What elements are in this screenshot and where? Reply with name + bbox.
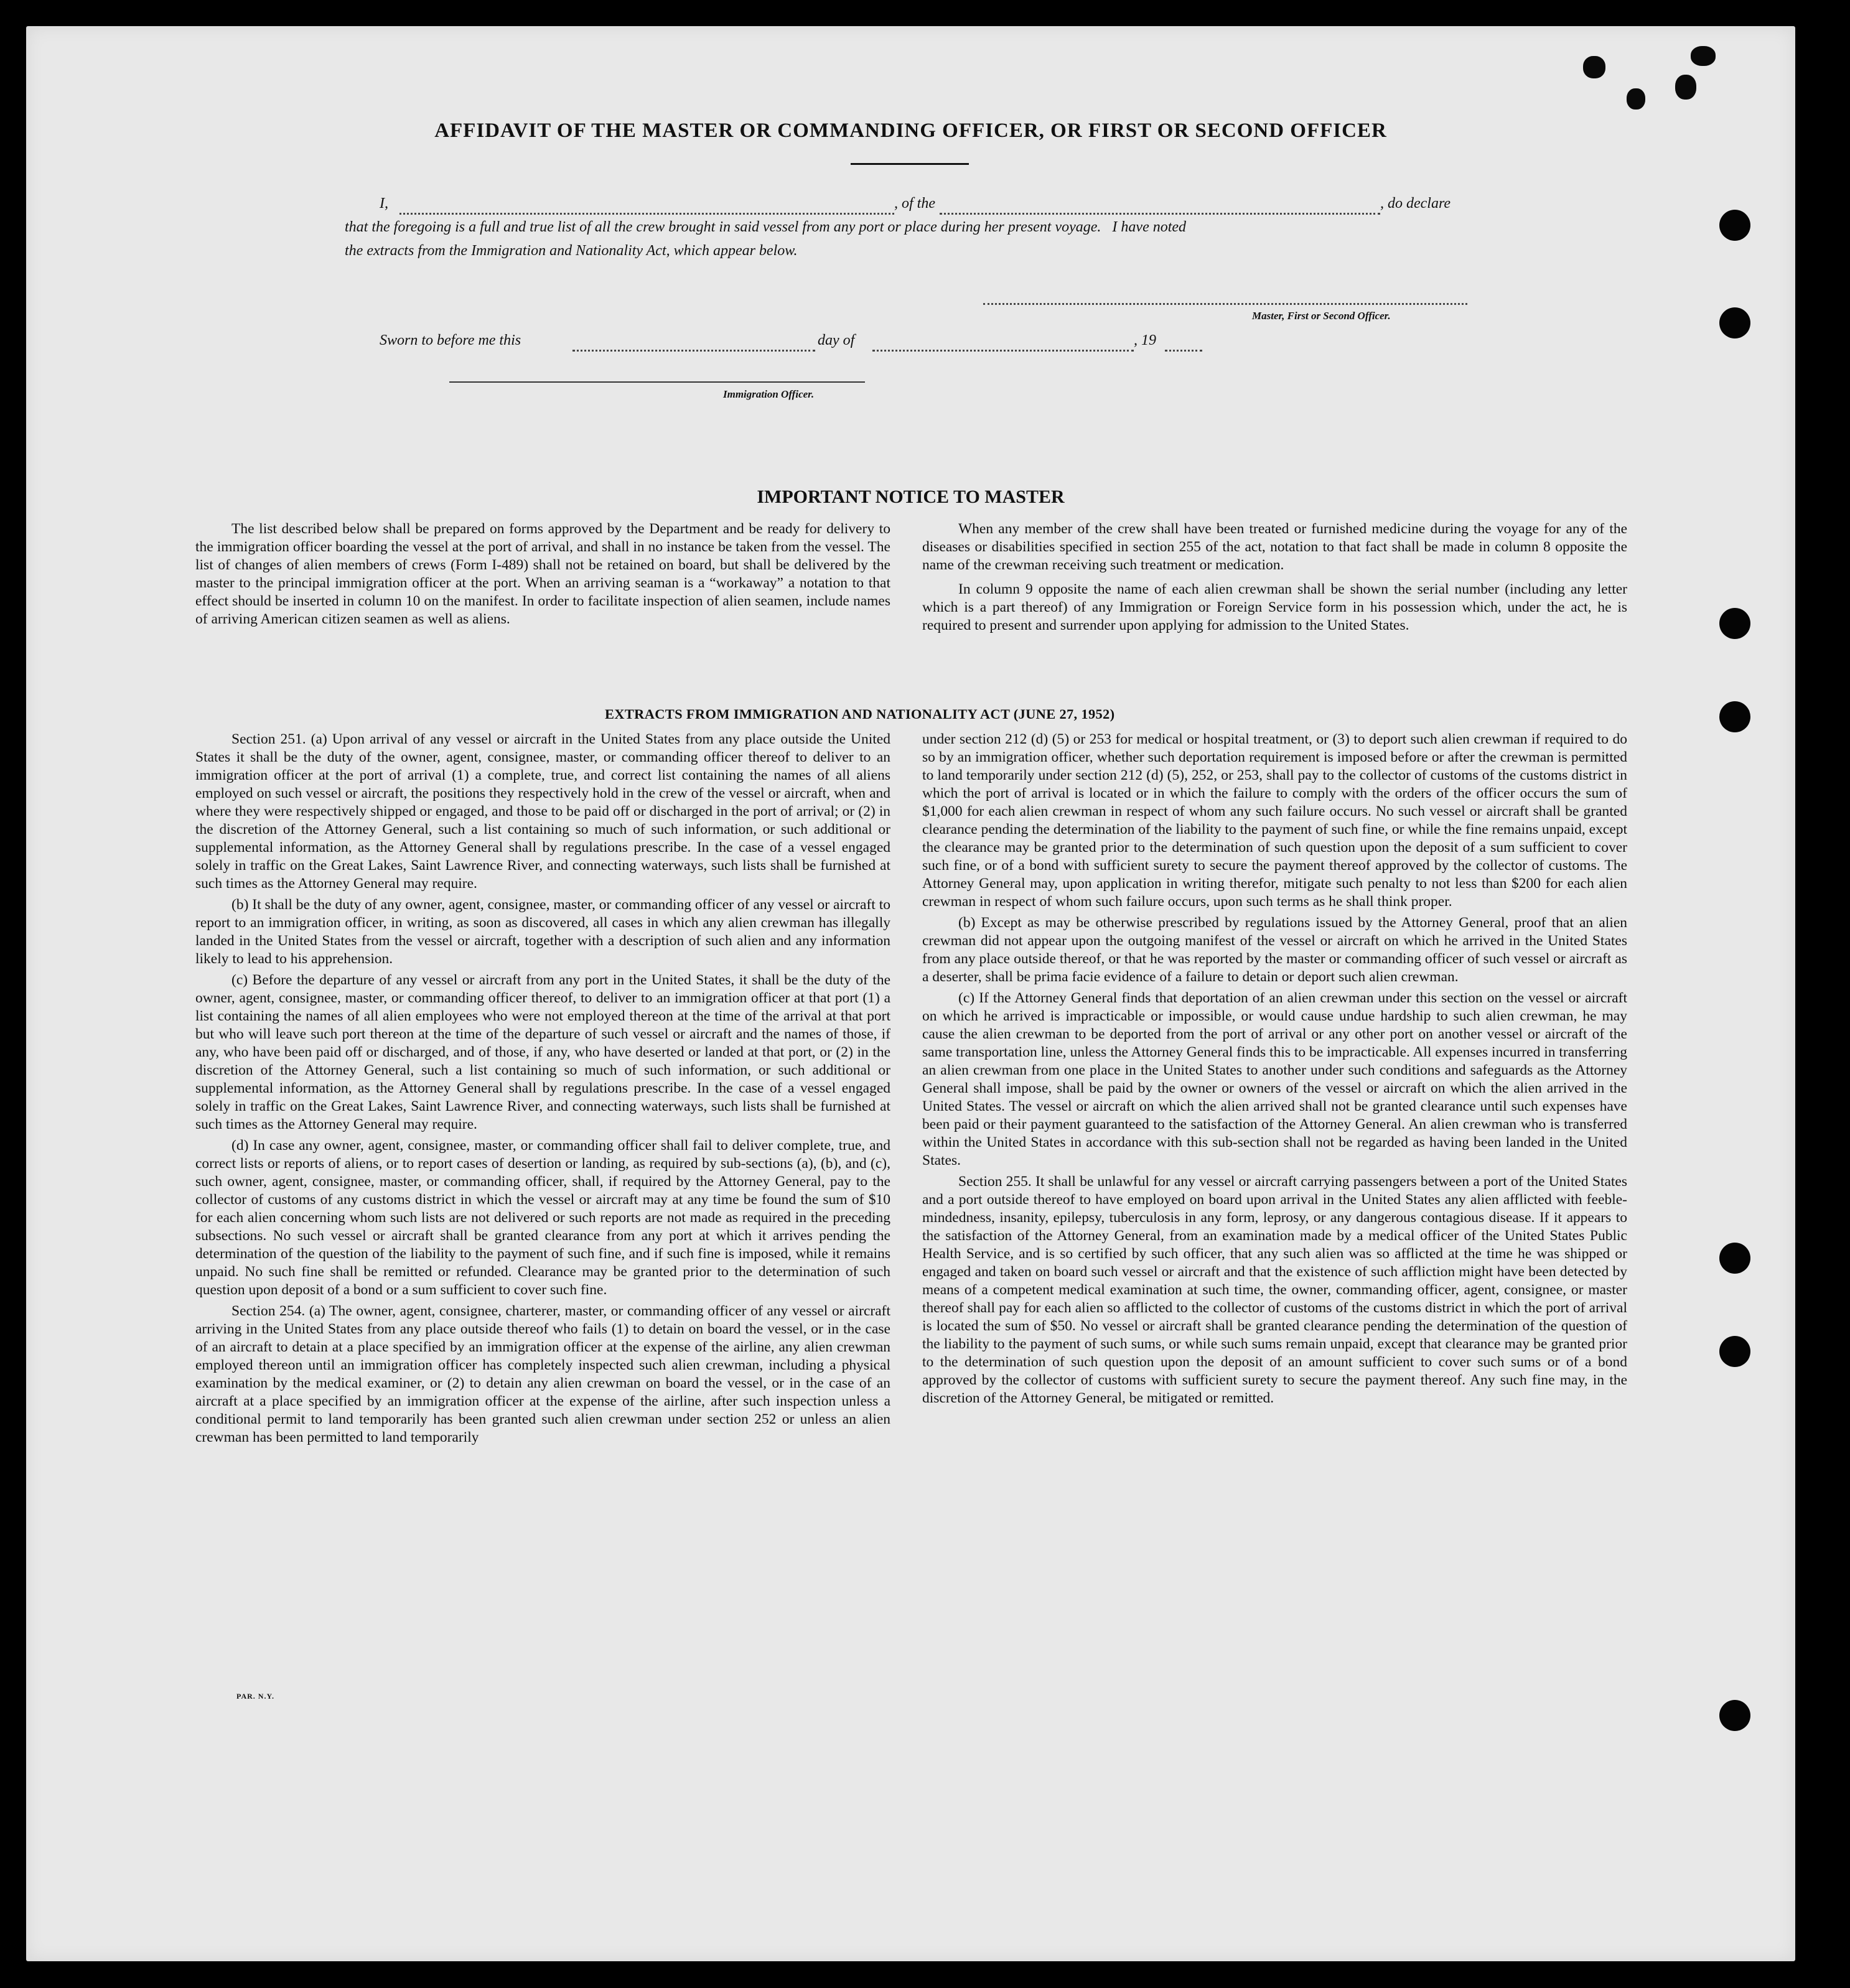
master-signature-caption: Master, First or Second Officer.: [1252, 310, 1391, 322]
section-251-b: (b) It shall be the duty of any owner, agent, consignee, master, or commanding officer of any vessel or aircraft to report to an immigration officer, in writing, as soon as discovered, all cases in which any alien crewman has illegally landed in the United States from the vessel or aircraft, together with a description of such alien and any information likely to lead to his apprehension.: [195, 897, 890, 967]
year-label: , 19: [1134, 332, 1156, 348]
binder-hole: [1719, 210, 1750, 241]
section-254-a: Section 254. (a) The owner, agent, consignee, charterer, master, or commanding officer of any vessel or aircraft arriving in the United States from any place outside thereof who fails (1) to detain on board the vessel, or in the case of an aircraft to detain at a place specified by an immigration officer at the expense of the airline, any alien crewman employed thereon until an immigration officer has completely inspected such alien crewman, including a physical examination by the medical examiner, or (2) to detain any alien crewman on board the vessel, or in the case of an aircraft at a place specified by an immigration officer at the expense of the airline, after such inspection unless a conditional permit to land temporarily has been granted such alien crewman under section 252 or unless an alien crewman has been permitted to land temporarily: [195, 1303, 890, 1445]
binder-hole: [1719, 307, 1750, 338]
officer-signature-caption: Immigration Officer.: [723, 388, 815, 400]
printer-mark: PAR. N.Y.: [236, 1692, 275, 1701]
section-251-c: (c) Before the departure of any vessel or aircraft from any port in the United States, it shall be the duty of the owner, agent, consignee, master, or commanding officer thereof, to deliver to an immigration officer at that port (1) a list containing the names of all alien employees who were not employed thereon at the time of the arrival at that port but who will leave such port thereon at the time of the departure of such vessel or aircraft and the names of those, if any, who have been paid off or discharged, and of those, if any, who have deserted or landed at that port, or (2) in the discretion of the Attorney General, such a list containing so much of such information, or such additional or supplemental information, as the Attorney General shall by regulations prescribe. In the case of a vessel engaged solely in traffic on the Great Lakes, Saint Lawrence River, and connecting waterways, such lists shall be furnished at such times as the Attorney General may require.: [195, 972, 890, 1132]
binder-hole: [1719, 1700, 1750, 1731]
decl-do-declare-label: , do declare: [1380, 195, 1451, 212]
title-divider: [851, 163, 969, 165]
decl-of-the-label: , of the: [894, 195, 935, 212]
month-blank-line[interactable]: [872, 350, 1134, 352]
notice-right-column: [922, 520, 1627, 638]
section-254-c: (c) If the Attorney General finds that deportation of an alien crewman under this section on the vessel or aircraft on which he arrived is impracticable or impossible, or would cause undue hardship to such alien crewman, he may cause the alien crewman to be deported from the port of arrival or any other port on another vessel or aircraft of the same transportation line, unless the Attorney General finds this to be impracticable. All expenses incurred in transferring an alien crewman from one place in the United States to another under such conditions and safeguards as the Attorney General shall impose, shall be paid by the owner or owners of the vessel or aircraft on which the alien arrived in the United States. The vessel or aircraft on which the alien arrived shall not be granted clearance until such expenses have been paid or their payment guaranteed to the satisfaction of the Attorney General. An alien crewman who is transferred within the United States in accordance with this sub-section shall not be regarded as having been landed in the United States.: [922, 990, 1627, 1169]
name-blank-line[interactable]: [399, 213, 894, 215]
day-of-label: day of: [818, 332, 855, 348]
binder-hole: [1719, 608, 1750, 639]
notice-left-paragraph: The list described below shall be prepared on forms approved by the Department and be ready for delivery to the immigration officer boarding the vessel at the port of arrival, and shall in no instance be taken from the vessel. The list of changes of alien members of crews (Form I-489) shall not be retained on board, but shall be delivered by the master to the principal immigration officer at the port. When an arriving seaman is a “workaway” a notation to that effect should be inserted in column 10 on the manifest. In order to facilitate inspection of alien seamen, include names of arriving American citizen seamen as well as aliens.: [195, 521, 890, 627]
notice-right-paragraph: In column 9 opposite the name of each alien crewman shall be shown the serial number (including any letter which is a part thereof) of any Immigration or Foreign Service form in his possession which, under the act, he is required to present and surrender upon applying for admission to the United States.: [922, 581, 1627, 633]
section-255: Section 255. It shall be unlawful for any vessel or aircraft carrying passengers between a port of the United States and a port outside thereof to have employed on board upon arrival in the United States any alien afflicted with feeble-mindedness, insanity, epilepsy, tuberculosis in any form, leprosy, or any dangerous contagious disease. If it appears to the satisfaction of the Attorney General, from an examination made by a medical officer of the United States Public Health Service, and is so certified by such officer, that any such alien was so afflicted at the time he was shipped or engaged and taken on board such vessel or aircraft and that the existence of such affliction might have been detected by means of a competent medical examination at such time, the owner, commanding officer, agent, consignee, or master thereof shall pay for each alien so afflicted to the collector of customs of the customs district in which the port of arrival is located the sum of $50. No vessel or aircraft shall be granted clearance pending the determination of the question of the liability to the payment of such sums, or while such sums remain unpaid, except that clearance may be granted prior to the determination of such question upon the deposit of an amount sufficient to cover such sums or of a bond approved by the collector of customs with sufficient surety to secure the payment thereof. Any such fine may, in the discretion of the Attorney General, be mitigated or remitted.: [922, 1174, 1627, 1406]
notice-title: IMPORTANT NOTICE TO MASTER: [757, 487, 1065, 507]
section-254-a-continued: under section 212 (d) (5) or 253 for medical or hospital treatment, or (3) to deport such alien crewman if required to do so by an immigration officer, whether such deportation requirement is imposed before or after the crewman is permitted to land temporarily under section 212 (d) (5), 252, or 253, shall pay to the collector of customs of the customs district in which the port of arrival is located or in which the failure to comply with the orders of the officer occurs the sum of $1,000 for each alien crewman in respect of whom any such failure occurs. No such vessel or aircraft shall be granted clearance pending the determination of the liability to the payment of such fine, or while the fine remains unpaid, except the clearance may be granted prior to the determination of such question upon the deposit of a sum sufficient to cover such fine, or of a bond with sufficient surety to secure the payment thereof approved by the collector of customs. The Attorney General may, upon application in writing therefor, mitigate such penalty to not less than $200 for each alien crewman in respect of whom such failure occurs, upon such terms as he shall think proper.: [922, 731, 1627, 910]
binder-hole: [1719, 1336, 1750, 1367]
section-251-a: Section 251. (a) Upon arrival of any vessel or aircraft in the United States from any place outside the United States it shall be the duty of the owner, agent, consignee, master, or commanding officer thereof to deliver to an immigration officer at the port of arrival (1) a complete, true, and correct list containing the names of all aliens employed on such vessel or aircraft, the positions they respectively hold in the crew of the vessel or aircraft, when and where they were respectively shipped or engaged, and those to be paid off or discharged in the port of arrival; or (2) in the discretion of the Attorney General, such a list containing so much of such information, or such additional or supplemental information, as the Attorney General shall by regulations prescribe. In the case of a vessel engaged solely in traffic on the Great Lakes, Saint Lawrence River, and connecting waterways, such lists shall be furnished at such times as the Attorney General may require.: [195, 731, 890, 892]
extracts-left-column: [195, 730, 890, 1450]
decl-line-3: the extracts from the Immigration and Nationality Act, which appear below.: [345, 243, 798, 259]
notice-left-column: [195, 520, 890, 632]
binder-hole: [1719, 701, 1750, 732]
notice-right-paragraph: When any member of the crew shall have been treated or furnished medicine during the voyage for any of the diseases or disabilities specified in section 255 of the act, notation to that fact shall be made in column 8 opposite the name of the crewman receiving such treatment or medication.: [922, 521, 1627, 573]
sworn-day-blank-line[interactable]: [572, 350, 815, 352]
ink-smudge: [1691, 46, 1716, 66]
extracts-title: EXTRACTS FROM IMMIGRATION AND NATIONALITY ACT (JUNE 27, 1952): [605, 706, 1115, 722]
affidavit-title: AFFIDAVIT OF THE MASTER OR COMMANDING OFFICER, OR FIRST OR SECOND OFFICER: [434, 119, 1387, 142]
vessel-blank-line[interactable]: [940, 213, 1380, 215]
binder-hole: [1719, 1243, 1750, 1274]
year-blank-line[interactable]: [1165, 350, 1202, 352]
sworn-label: Sworn to before me this: [380, 332, 521, 348]
section-251-d: (d) In case any owner, agent, consignee, master, or commanding officer shall fail to deliver complete, true, and correct lists or reports of aliens, or to report cases of desertion or landing, as required by sub-sections (a), (b), and (c), such owner, agent, consignee, master, or commanding officer, shall, if required by the Attorney General, pay to the collector of customs of any customs district in which the vessel or aircraft may at any time be found the sum of $10 for each alien concerning whom such lists are not delivered or such reports are not made as required in the preceding subsections. No such vessel or aircraft shall be granted clearance from any port at which it arrives pending the determination of the question of the liability to the payment of such fine, and if such fine is imposed, while it remains unpaid. No such fine shall be remitted or refunded. Clearance may be granted prior to the determination of such question upon deposit of a bond or a sum sufficient to cover such fine.: [195, 1137, 890, 1298]
section-254-b: (b) Except as may be otherwise prescribed by regulations issued by the Attorney General, proof that an alien crewman did not appear upon the outgoing manifest of the vessel or aircraft on which he arrived in the United States from any place outside thereof, or that he was reported by the master or commanding officer of such vessel or aircraft as a deserter, shall be prima facie evidence of a failure to detain or deport such alien crewman.: [922, 915, 1627, 985]
ink-smudge: [1627, 88, 1645, 110]
decl-i-label: I,: [380, 195, 388, 212]
decl-line-2: that the foregoing is a full and true list of all the crew brought in said vessel from any port or place during her present voyage. I have noted: [345, 219, 1187, 235]
officer-signature-line[interactable]: [449, 381, 865, 383]
ink-smudge: [1583, 56, 1605, 78]
document-sheet: [26, 26, 1795, 1961]
extracts-right-column: [922, 730, 1627, 1411]
master-signature-line[interactable]: [983, 303, 1467, 305]
ink-smudge: [1675, 75, 1696, 100]
